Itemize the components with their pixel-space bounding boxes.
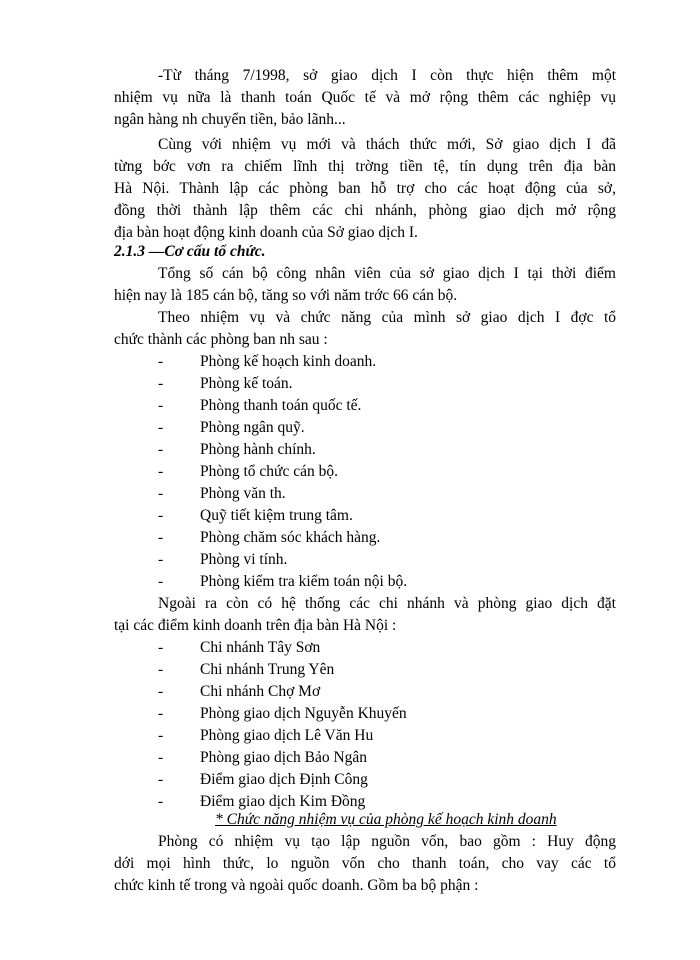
- list-item: Phòng kiểm tra kiểm toán nội bộ.: [200, 573, 408, 590]
- paragraph-5-line-2: tại các điểm kinh doanh trên địa bàn Hà Nội :: [114, 617, 397, 634]
- list-item: Phòng giao dịch Bảo Ngân: [200, 749, 368, 766]
- list-item: Phòng giao dịch Lê Văn Hu: [200, 727, 374, 744]
- list-bullet: -: [158, 771, 164, 788]
- list-bullet: -: [158, 485, 164, 502]
- section-heading: 2.1.3 —Cơ cấu tổ chức.: [114, 243, 266, 260]
- list-bullet: -: [158, 661, 164, 678]
- paragraph-1-line-3: ngân hàng nh chuyển tiền, bảo lãnh...: [114, 111, 346, 128]
- list-item: Phòng vi tính.: [200, 551, 288, 568]
- list-bullet: -: [158, 573, 164, 590]
- list-item: Phòng kế toán.: [200, 375, 293, 392]
- paragraph-1-line-1: -Từ tháng 7/1998, sở giao dịch I còn thực hiện thêm một: [158, 67, 616, 84]
- list-item: Chi nhánh Chợ Mơ: [200, 683, 321, 700]
- paragraph-2-line-2: từng bớc vơn ra chiếm lĩnh thị trờng tiền tệ, tín dụng trên địa bàn: [114, 158, 616, 175]
- paragraph-2-line-3: Hà Nội. Thành lập các phòng ban hỗ trợ cho các hoạt động của sở,: [114, 180, 616, 197]
- list-item: Phòng văn th.: [200, 485, 286, 502]
- list-bullet: -: [158, 705, 164, 722]
- list-bullet: -: [158, 793, 164, 810]
- paragraph-5-line-1: Ngoài ra còn có hệ thống các chi nhánh và phòng giao dịch đặt: [158, 595, 616, 612]
- paragraph-6-line-3: chức kinh tế trong và ngoài quốc doanh. Gồm ba bộ phận :: [114, 877, 479, 894]
- paragraph-1-line-2: nhiệm vụ nữa là thanh toán Quốc tế và mở rộng thêm các nghiệp vụ: [114, 89, 616, 106]
- list-bullet: -: [158, 419, 164, 436]
- paragraph-2-line-5: địa bàn hoạt động kinh doanh của Sở giao dịch I.: [114, 224, 418, 241]
- list-bullet: -: [158, 749, 164, 766]
- paragraph-2-line-4: đồng thời thành lập thêm các chi nhánh, phòng giao dịch mở rộng: [114, 202, 616, 219]
- list-bullet: -: [158, 551, 164, 568]
- list-bullet: -: [158, 397, 164, 414]
- paragraph-2-line-1: Cùng với nhiệm vụ mới và thách thức mới, Sở giao dịch I đã: [158, 136, 616, 153]
- paragraph-6-line-2: dới mọi hình thức, lo nguồn vốn cho thanh toán, cho vay các tổ: [114, 855, 616, 872]
- list-bullet: -: [158, 507, 164, 524]
- list-item: Phòng kế hoạch kinh doanh.: [200, 353, 377, 370]
- paragraph-3-line-2: hiện nay là 185 cán bộ, tăng so với năm trớc 66 cán bộ.: [114, 287, 458, 304]
- paragraph-3-line-1: Tổng số cán bộ công nhân viên của sở giao dịch I tại thời điểm: [158, 265, 616, 282]
- list-bullet: -: [158, 639, 164, 656]
- subheading: * Chức năng nhiệm vụ của phòng kế hoạch kinh doanh: [215, 811, 557, 828]
- paragraph-6-line-1: Phòng có nhiệm vụ tạo lập nguồn vốn, bao gồm : Huy động: [158, 833, 616, 850]
- list-item: Phòng tổ chức cán bộ.: [200, 463, 338, 480]
- list-bullet: -: [158, 727, 164, 744]
- list-item: Phòng ngân quỹ.: [200, 419, 305, 436]
- list-bullet: -: [158, 441, 164, 458]
- list-item: Quỹ tiết kiệm trung tâm.: [200, 507, 353, 524]
- list-item: Phòng thanh toán quốc tế.: [200, 397, 362, 414]
- list-item: Phòng chăm sóc khách hàng.: [200, 529, 381, 546]
- list-bullet: -: [158, 529, 164, 546]
- paragraph-4-line-2: chức thành các phòng ban nh sau :: [114, 331, 328, 348]
- paragraph-4-line-1: Theo nhiệm vụ và chức năng của mình sở giao dịch I đợc tổ: [158, 309, 616, 326]
- list-bullet: -: [158, 683, 164, 700]
- list-item: Phòng giao dịch Nguyễn Khuyến: [200, 705, 407, 722]
- list-bullet: -: [158, 463, 164, 480]
- list-bullet: -: [158, 353, 164, 370]
- list-item: Chi nhánh Tây Sơn: [200, 639, 321, 656]
- list-item: Chi nhánh Trung Yên: [200, 661, 335, 678]
- list-item: Điểm giao dịch Kim Đồng: [200, 793, 366, 810]
- list-item: Phòng hành chính.: [200, 441, 316, 458]
- list-item: Điểm giao dịch Định Công: [200, 771, 368, 788]
- list-bullet: -: [158, 375, 164, 392]
